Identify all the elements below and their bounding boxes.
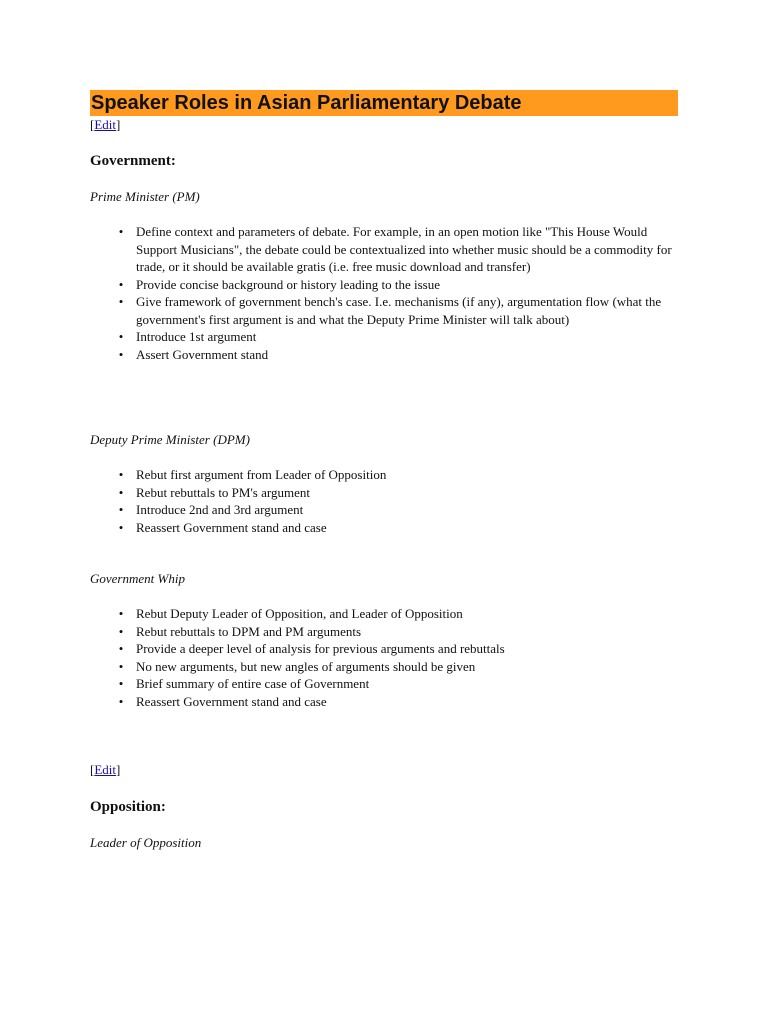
opposition-heading: Opposition: bbox=[90, 799, 166, 815]
bullet: • bbox=[118, 276, 124, 292]
edit-link-opposition bbox=[90, 762, 120, 778]
deputy-prime-minister-duties-list bbox=[90, 466, 690, 536]
bullet: • bbox=[118, 294, 124, 309]
bracket-open: [ bbox=[90, 117, 95, 132]
list-item bbox=[90, 223, 690, 276]
bullet: • bbox=[118, 519, 124, 535]
list-item bbox=[90, 276, 690, 294]
list-item bbox=[90, 484, 690, 502]
bullet: • bbox=[118, 606, 124, 621]
list-item-text: No new arguments, but new angles of arguments should be given bbox=[136, 658, 476, 674]
list-item-text: Rebut Deputy Leader of Opposition, and Leader of Opposition bbox=[136, 606, 463, 621]
bullet: • bbox=[118, 329, 124, 344]
role-leader-of-opposition: Leader of Opposition bbox=[90, 835, 202, 850]
list-item-text: Rebut rebuttals to DPM and PM arguments bbox=[136, 623, 362, 639]
bullet: • bbox=[118, 467, 124, 482]
bracket-open: [ bbox=[90, 762, 95, 777]
list-item-text: Reassert Government stand and case bbox=[136, 693, 327, 709]
list-item-text: Introduce 1st argument bbox=[136, 329, 257, 344]
list-item-text: Assert Government stand bbox=[136, 346, 269, 362]
list-item-text: Define context and parameters of debate. For example, in an open motion like "This House Would Support Musicians", the debate could be contextualized into whether music should be a commodity for trade, or it should be available gratis (i.e. free music download and transfer) bbox=[136, 224, 672, 274]
bracket-close: ] bbox=[116, 762, 121, 777]
list-item-text: Reassert Government stand and case bbox=[136, 519, 327, 535]
list-item bbox=[90, 293, 690, 328]
list-item bbox=[90, 501, 690, 519]
bracket-close: ] bbox=[116, 117, 121, 132]
bullet: • bbox=[118, 693, 124, 709]
bullet: • bbox=[118, 641, 124, 656]
list-item bbox=[90, 658, 690, 676]
list-item bbox=[90, 605, 690, 623]
list-item-text: Introduce 2nd and 3rd argument bbox=[136, 502, 304, 517]
list-item bbox=[90, 640, 690, 658]
bullet: • bbox=[118, 224, 124, 239]
list-item bbox=[90, 466, 690, 484]
role-prime-minister: Prime Minister (PM) bbox=[90, 189, 200, 204]
bullet: • bbox=[118, 346, 124, 362]
list-item bbox=[90, 346, 690, 364]
list-item-text: Rebut first argument from Leader of Opposition bbox=[136, 467, 387, 482]
bullet: • bbox=[118, 676, 124, 691]
list-item bbox=[90, 623, 690, 641]
list-item-text: Give framework of government bench's case. I.e. mechanisms (if any), argumentation flow (what the government's first argument is and what the Deputy Prime Minister will talk about) bbox=[136, 294, 662, 327]
prime-minister-duties-list bbox=[90, 223, 690, 363]
page-title: Speaker Roles in Asian Parliamentary Debate bbox=[90, 90, 678, 116]
role-government-whip: Government Whip bbox=[90, 571, 185, 586]
role-deputy-prime-minister: Deputy Prime Minister (DPM) bbox=[90, 432, 250, 447]
list-item-text: Provide a deeper level of analysis for previous arguments and rebuttals bbox=[136, 641, 505, 656]
list-item bbox=[90, 693, 690, 711]
bullet: • bbox=[118, 658, 124, 674]
edit-link-government bbox=[90, 117, 120, 133]
bullet: • bbox=[118, 502, 124, 517]
list-item bbox=[90, 328, 690, 346]
edit-link[interactable]: Edit bbox=[94, 117, 117, 132]
edit-link[interactable]: Edit bbox=[94, 762, 117, 777]
bullet: • bbox=[118, 484, 124, 500]
list-item bbox=[90, 519, 690, 537]
government-heading: Government: bbox=[90, 153, 176, 169]
government-whip-duties-list bbox=[90, 605, 690, 710]
list-item-text: Rebut rebuttals to PM's argument bbox=[136, 484, 310, 500]
list-item-text: Provide concise background or history leading to the issue bbox=[136, 276, 440, 292]
list-item bbox=[90, 675, 690, 693]
list-item-text: Brief summary of entire case of Government bbox=[136, 676, 370, 691]
bullet: • bbox=[118, 623, 124, 639]
